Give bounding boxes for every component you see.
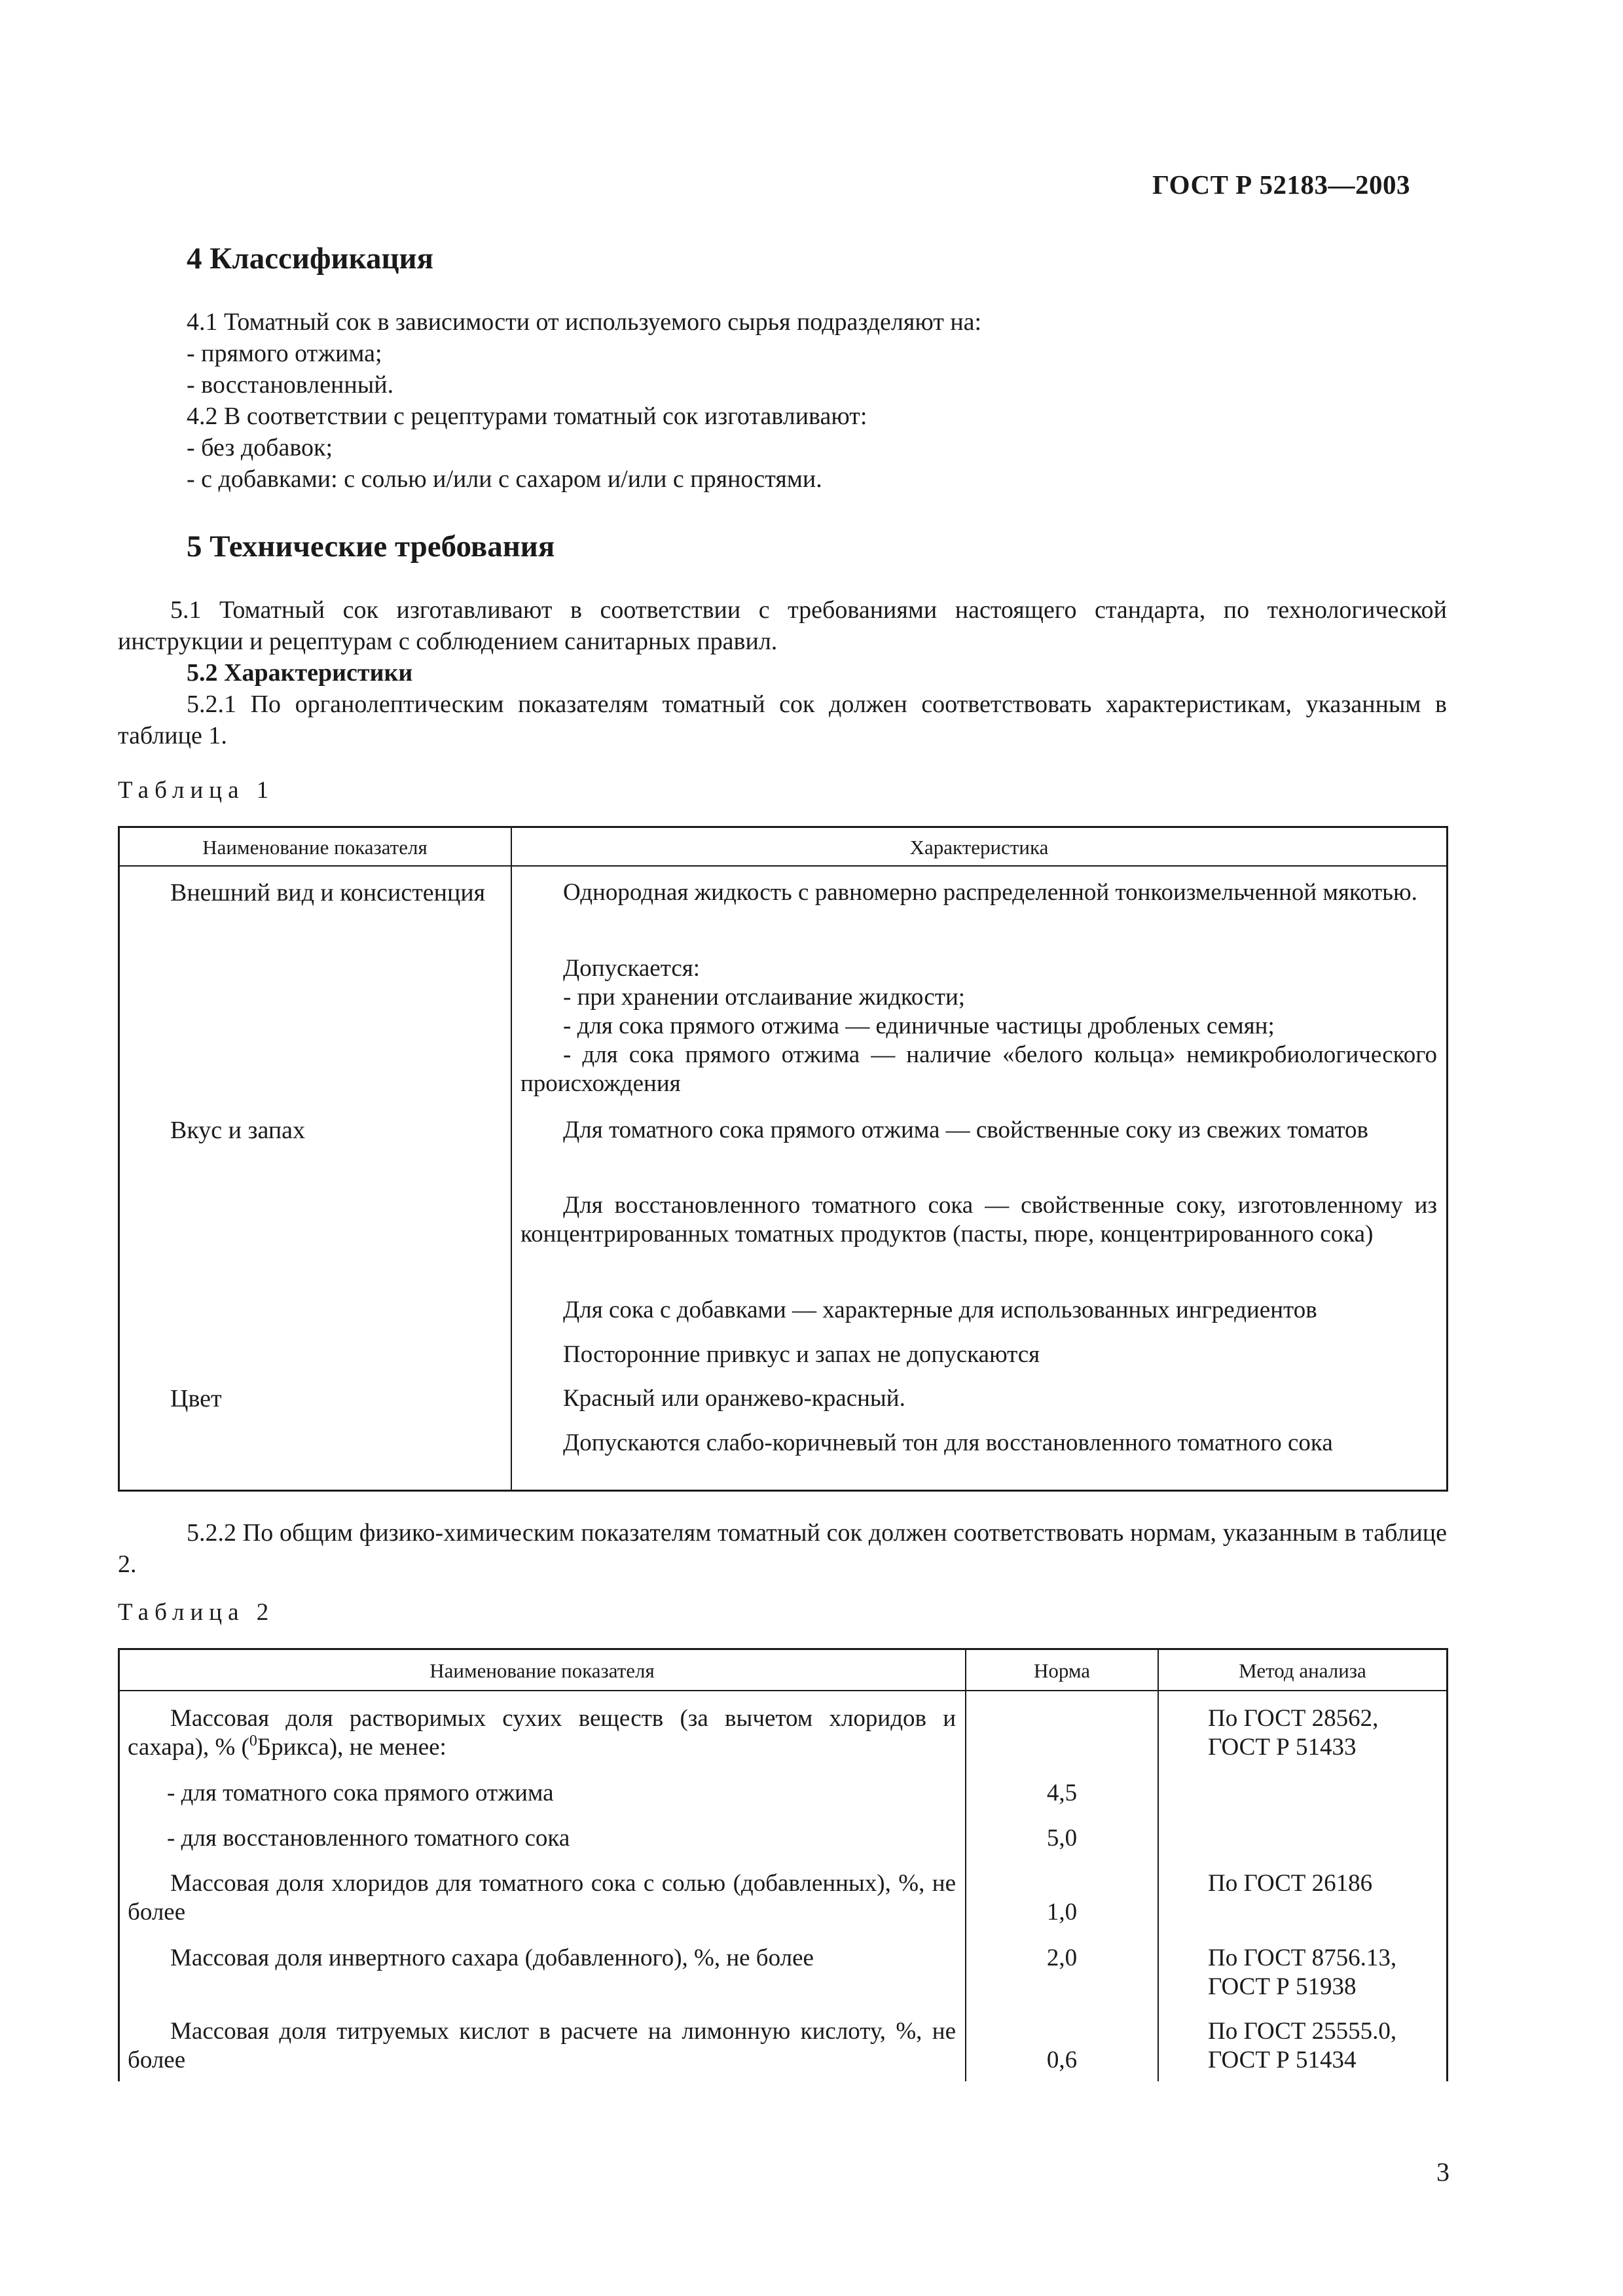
section-4-title: 4 Классификация <box>187 242 434 276</box>
table-row: Массовая доля титруемых кислот в расчете на лимонную кислоту, %, не более <box>128 2018 956 2073</box>
table-cell: Для сока с добавками — характерные для использованных ингредиентов <box>563 1297 1317 1323</box>
clause-5-2-1: 5.2.1 По органолептическим показателям томатный сок должен соответствовать характеристикам, указанным в таблице 1. <box>118 691 1447 749</box>
section-5-title: 5 Технические требования <box>187 529 555 564</box>
table-2-header-norm: Норма <box>1033 1659 1091 1682</box>
table-row: Массовая доля хлоридов для томатного сока с солью (добавленных), %, не более <box>128 1870 956 1926</box>
document-code: ГОСТ Р 52183—2003 <box>1152 170 1410 200</box>
clause-4-1: 4.1 Томатный сок в зависимости от используемого сырья подразделяют на: <box>187 308 982 336</box>
table-1-row-taste: Вкус и запах <box>170 1117 306 1144</box>
clause-5-1: 5.1 Томатный сок изготавливают в соответствии с требованиями настоящего стандарта, по технологической инструкции и рецептурам с соблюдением санитарных правил. <box>118 596 1447 655</box>
list-item: - с добавками: с солью и/или с сахаром и/или с пряностями. <box>187 465 822 493</box>
table-cell: 1,0 <box>1046 1899 1078 1926</box>
table-row: - для томатного сока прямого отжима <box>167 1780 554 1806</box>
list-item: - без добавок; <box>187 434 333 461</box>
table-2-header-method: Метод анализа <box>1239 1659 1366 1682</box>
table-1-header-name: Наименование показателя <box>202 836 428 859</box>
list-item: - прямого отжима; <box>187 340 382 367</box>
table-cell: ГОСТ Р 51938 <box>1208 1973 1357 2000</box>
table-2-header-name: Наименование показателя <box>429 1659 655 1682</box>
table-cell: По ГОСТ 25555.0, <box>1208 2018 1397 2045</box>
clause-5-2-2: 5.2.2 По общим физико-химическим показателям томатный сок должен соответствовать нормам, указанным в таблице 2. <box>118 1519 1447 1578</box>
table-1-header-characteristic: Характеристика <box>909 836 1049 859</box>
table-cell: Однородная жидкость с равномерно распределенной тонкоизмельченной мякотью. <box>563 879 1417 906</box>
table-cell: По ГОСТ 28562, <box>1208 1705 1379 1732</box>
list-item: - восстановленный. <box>187 371 394 399</box>
table-cell: Посторонние привкус и запах не допускаются <box>563 1341 1040 1368</box>
table-cell: - для сока прямого отжима — единичные частицы дробленых семян; <box>563 1013 1275 1039</box>
table-cell: 5,0 <box>1046 1825 1078 1852</box>
table-cell: - для сока прямого отжима — наличие «белого кольца» немикробиологического происхождения <box>520 1041 1437 1097</box>
table-cell: Допускается: <box>563 955 701 982</box>
table-1-row-appearance: Внешний вид и консистенция <box>170 879 486 906</box>
table-1-row-color: Цвет <box>170 1385 222 1412</box>
table-cell: Для восстановленного томатного сока — свойственные соку, изготовленному из концентрированных томатных продуктов (пасты, пюре, концентрированного сока) <box>520 1192 1437 1247</box>
table-cell: 0,6 <box>1046 2047 1078 2073</box>
table-row: Массовая доля инвертного сахара (добавленного), %, не более <box>170 1945 814 1971</box>
page-number: 3 <box>1436 2157 1450 2187</box>
table-cell: ГОСТ Р 51434 <box>1208 2047 1357 2073</box>
table-cell: Для томатного сока прямого отжима — свойственные соку из свежих томатов <box>563 1117 1368 1143</box>
table-cell: 4,5 <box>1046 1780 1078 1806</box>
table-row: Массовая доля растворимых сухих веществ (за вычетом хлоридов и сахара), % ($^0$Брикса), не менее: <box>128 1705 956 1761</box>
table-cell: По ГОСТ 26186 <box>1208 1870 1373 1897</box>
table-cell: По ГОСТ 8756.13, <box>1208 1945 1397 1971</box>
table-1-caption: Таблица 1 <box>118 777 275 804</box>
table-row: - для восстановленного томатного сока <box>167 1825 570 1852</box>
table-cell: Допускаются слабо-коричневый тон для восстановленного томатного сока <box>563 1429 1333 1456</box>
clause-4-2: 4.2 В соответствии с рецептурами томатный сок изготавливают: <box>187 403 867 430</box>
table-cell: 2,0 <box>1046 1945 1078 1971</box>
table-cell: ГОСТ Р 51433 <box>1208 1734 1357 1761</box>
table-2-caption: Таблица 2 <box>118 1599 275 1626</box>
subsection-5-2-title: 5.2 Характеристики <box>187 659 413 687</box>
table-cell: - при хранении отслаивание жидкости; <box>563 984 966 1011</box>
table-cell: Красный или оранжево-красный. <box>563 1385 905 1412</box>
